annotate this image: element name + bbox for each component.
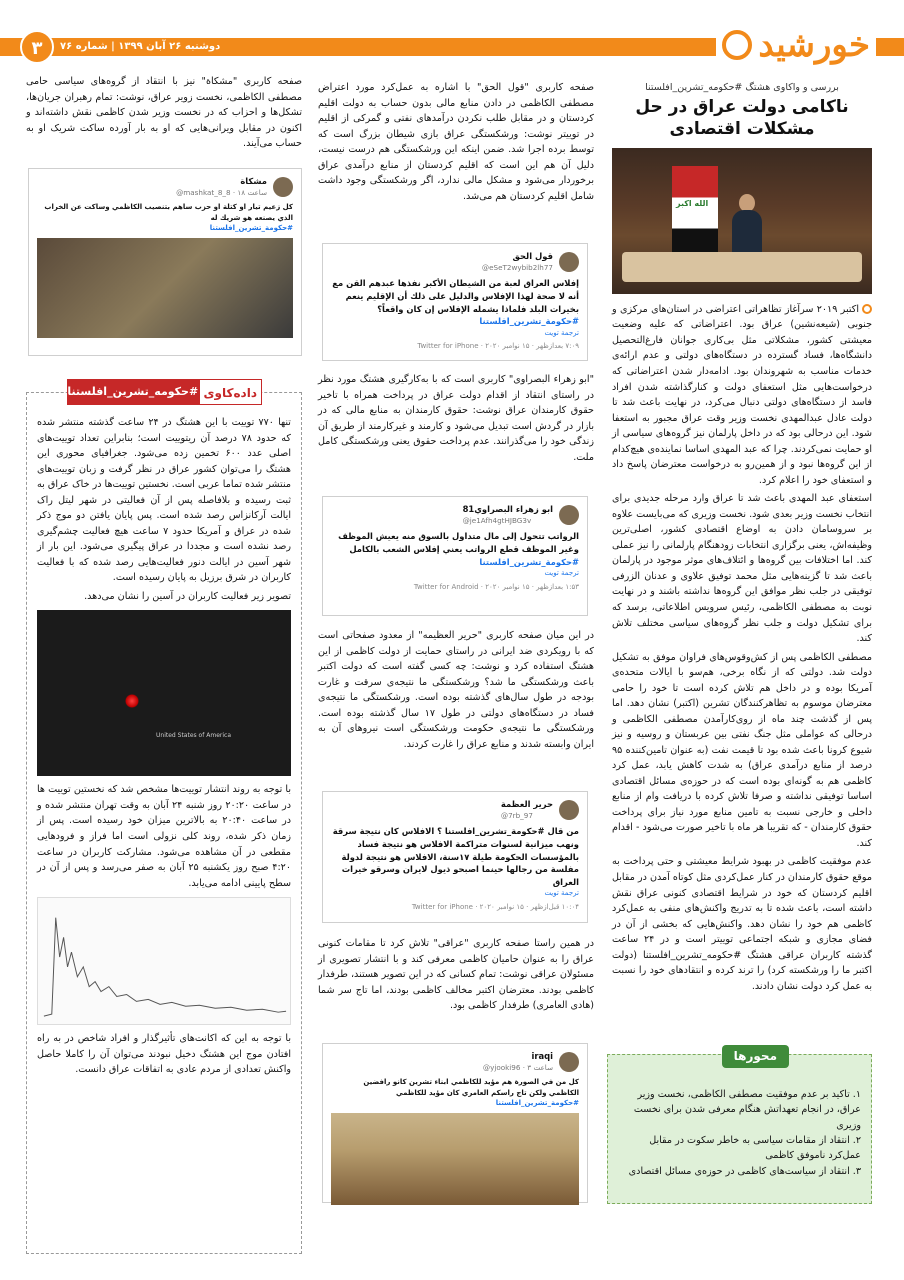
tweet-card — [322, 1043, 588, 1203]
article-paragraph: صفحه کاربری "مشکاة" نیز با انتقاد از گروه‌های سیاسی حامی مصطفی الکاظمی، نخست زویر عراق، نوشت: تمام رهبران جریان‌ها، تشکل‌ها و احزاب که در نخست وزیر شدن کاظمی نقش داشته‌اند و اکنون در مقابل ویرانی‌هایی که او به بار آورده ساکت شریک او به حساب می‌آیند. — [26, 76, 302, 150]
avatar — [559, 1052, 579, 1072]
protest-photo — [37, 238, 293, 338]
tweet-hashtag[interactable]: #حكومة_تشرين_افلستنا — [209, 224, 293, 233]
data-brand: داده‌کاوی — [199, 379, 262, 405]
activity-map — [37, 610, 291, 776]
data-paragraph: با توجه به روند انتشار توییت‌ها مشخص شد که نخستین توییت ها در ساعت ۲۰:۲۰ روز شنبه ۲۴ آبان به وقت تهران منتشر شده و در ساعت ۲۰:۴۰ به بالاترین میزان خود رسیده است. پس از زمان ذکر شده، روند کلی نزولی است اما فراز و فرودهایی مقطعی در آن مشاهده می‌شود. مشارکت کاربران در ساعت ۴:۲۰ صبح روز یکشنبه ۲۵ آبان به صفر می‌رسد و پس از آن در سطح پایینی ادامه می‌یابد. — [37, 784, 291, 889]
meeting-photo — [612, 148, 872, 294]
tweet-author: ابو زهراء البصراوي81 — [462, 504, 553, 514]
article-paragraph: صفحه کاربری "قول الحق" با اشاره به عمل‌کرد مورد اعتراض مصطفی الکاظمی در دادن منابع مالی بدون حساب به دولت اقلیم کردستان و در مقابل طلب نکردن درآمدهای نفتی و گمرکی از اقلیم در توییتر نوشت: ورشکستگی عراق بازی شیطان بزرگ است که توسط برده‌ اجرا شد. ضمن اینکه این ورشکستگی هم درست نیست، دلیل آن هم این است که اقلیم کردستان از منابع درآمدی عراق برخوردار می‌شود و مشکل مالی ندارد، اگر ورشکستگی وجود داشت شامل اقلیم کردستان هم می‌شد. — [318, 82, 594, 202]
tweet-text: كل من في الصورة هم مؤيد للكاظمي ابناء تشرين كانو رافضين الكاظمي ولكن تاج راسكم العامري كان مؤيد للكاظمي — [363, 1078, 579, 1097]
tweet-author: iraqi — [531, 1051, 553, 1061]
tweet-text: الرواتب تتحول إلى مال متداول بالسوق منه يعيش الموظف وغير الموظف قطع الرواتب يعني إفلاس الشعب بالكامل — [338, 531, 579, 555]
tweet-author: قول الحق — [512, 251, 553, 261]
avatar — [559, 800, 579, 820]
tweet-author: حرير العظمة — [500, 799, 553, 809]
tweet-handle: @mashkat_8_8 · ۱۸ ساعت — [176, 187, 267, 197]
tweet-card — [322, 791, 588, 923]
newspaper-logo — [716, 20, 876, 70]
data-analysis-title — [67, 379, 262, 405]
key-points-title: محورها — [722, 1045, 789, 1068]
translate-link[interactable]: ترجمة تويت — [544, 569, 579, 578]
tweet-hashtag[interactable]: #حكومة_تشرين_افلستنا — [479, 316, 579, 327]
tweet-text: كل زعيم تيار او كتلة او حزب ساهم بتنصيب الكاظمي وساكت عن الخراب الذي يصنعه هو شريك له — [44, 203, 293, 222]
data-paragraph: با توجه به این که اکانت‌های تأثیرگذار و افراد شاخص در به راه افتادن موج این هشتگ دخیل نبودند می‌توان آن را کاملا حاصل واکنش تعدادی از مردم عادی به اتفاقات عراق دانست. — [37, 1033, 291, 1076]
middle-column-cont — [318, 372, 594, 468]
key-point: ۱. تاکید بر عدم موفقیت مصطفی الکاظمی، نخست وزیر عراق، در انجام تعهداتش هنگام معرفی شدن برای نخست وزیری — [633, 1089, 861, 1131]
article-paragraph: عدم موفقیت کاظمی در بهبود شرایط معیشتی و حتی پرداخت به موقع حقوق کارمندان در کنار عمل‌کردی مثل کوتاه آمدن در مقابل اقلیم کردستان که خود در شرایط اقتصادی کنونی عراق نقش داشته است، باعث شده تا به تدریج واکنش‌های منفی به عمل‌کرد کاظمی هم خود را نشان دهد. واکنش‌هایی که بخشی از آن در فضای مجازی و شبکه اجتماعی توییتر است و در ۲۴ ساعت گذشته کاربران عراقی هشتگ #حکومه_تشرین_افلستنا (دولت اکتبر ما را ورشکسته کرد) را ترند کرده و انتقادهای خود را نسبت به عمل کرد دولت نشان دادند. — [612, 856, 873, 992]
data-text — [37, 415, 291, 1081]
page-header — [0, 20, 904, 70]
sun-bullet-icon — [862, 304, 872, 314]
tweet-author: مشكاة — [240, 176, 267, 186]
article-paragraph: استعفای عبد المهدی باعث شد تا عراق وارد مرحله جدیدی برای انتخاب نخست وزیر بعدی شود. نخست وزیری که می‌بایست علاوه بر سروسامان دادن به اوضاع اقتصادی کشور، اصلی‌ترین وظیفه‌اش، یعنی برگزاری انتخابات زودهنگام پارلمانی را نیز عملی کند. اما اختلافات بین گروه‌ها و ائتلاف‌های موثر موجود در پارلمان باعث شد تا گزینه‌هایی مثل محمد توفیق علاوی و عدنان الزرفی توفیقی در جلب نظر موافق این گروه‌ها نداشته باشند و در نهایت نوبت به مصطفی الکاظمی، رئیس سرویس اطلاعاتی، برسد که برای تشکیل دولت و جلب نظر گروه‌های سیاسی مختلف تلاش کند. — [612, 493, 872, 645]
tweet-hashtag[interactable]: #حكومة_تشرين_افلستنا — [479, 556, 579, 567]
tweet-meta: ۱:۵۳ بعدازظهر · ۱۵ نوامبر ۲۰۲۰ · Twitter for Android — [413, 582, 579, 591]
iraq-flag — [672, 166, 718, 261]
article-paragraph: "ابو زهراء البصراوی" کاربری است که با به‌کارگیری هشتگ مورد نظر در راستای انتقاد از اقدام دولت عراق در پرداخت همراه با تاخیر حقوق کارمندان عراق نوشت: حقوق کارمندان به منابع مالی که در بازار در گردش است تبدیل می‌شود و کارمند و غیرکارمند از طریق آن زندگی خود را می‌گذرانند. عدم پرداخت حقوق یعنی ورشکستگی کامل ملت. — [318, 374, 594, 463]
key-points-box — [607, 1049, 872, 1204]
tweet-handle: @7rb_97 — [500, 810, 533, 820]
data-analysis-box — [26, 385, 302, 1254]
article-kicker: بررسی و واکاوی هشتگ #حکومه_تشرین_افلستنا — [645, 82, 839, 93]
data-hashtag: #حکومه_تشرین_افلستنا — [67, 379, 199, 405]
left-column — [26, 74, 302, 155]
logo-text: خورشید — [758, 25, 870, 65]
middle-column-cont — [318, 936, 594, 1017]
article-paragraph: مصطفی الکاظمی پس از کش‌وقوس‌های فراوان موفق به تشکیل دولت شد. دولتی که از نگاه برخی، هم‌سو با ایالات متحده‌ی آمریکا بوده و در داخل هم تلاش کرده است تا خود را حامی معترضان موسوم به تظاهرکنندگان تشرین (اکتبر) نشان دهد. اما پس از گذشت چند ماه از روی‌کارآمدن مصطفی الکاظمی و درحالی که عواملی مثل جنگ نفتی بین عربستان و روسیه و نیز شیوع کرونا باعث شده بود تا قیمت نفت (به عنوان تامین‌کننده ۹۵ درصد از منابع درآمدی عراق) به شدت کاهش یابد، عمل کرد کاظمی هم به گونه‌ای بوده است که در حوزه‌ی مسائل اقتصادی اساسا توفیقی نداشته و صرفا تلاش کرده با دریافت وام از منابع داخلی و خارجی نسبت به تامین منابع مورد نیاز برای پرداخت حقوق کارمندان - که تقریبا هر ماه با تاخیر صورت می‌شود - اقدام کند. — [612, 651, 872, 849]
issue-info: دوشنبه ۲۶ آبان ۱۳۹۹ | شماره ۷۶ — [60, 41, 221, 52]
flag-text: الله اكبر — [676, 198, 709, 208]
map-label: United States of America — [156, 731, 231, 739]
tweet-meta: ۷:۰۹ بعدازظهر · ۱۵ نوامبر ۲۰۲۰ · Twitter for iPhone — [417, 342, 579, 351]
tweet-handle: @yjooki96 · ۳ ساعت — [482, 1062, 553, 1072]
middle-column — [318, 80, 594, 207]
translate-link[interactable]: ترجمة تويت — [544, 889, 579, 898]
tweet-text: إفلاس العراق لعبة من الشيطان الأكبر نفذها عبدهم القن مع أنه لا صحة لهذا الإفلاس والدليل على ذلك أن الإقليم ينعم بخيرات البلد فلماذا يشمله الإفلاس إن كان واقعاً؟ — [332, 278, 579, 314]
page-number: ۳ — [20, 30, 54, 64]
avatar — [559, 505, 579, 525]
tweet-timeline-graph — [37, 897, 291, 1025]
tweet-handle: @je1Afh4gtHJBG3v — [462, 515, 532, 525]
avatar — [559, 252, 579, 272]
timeline-svg — [38, 898, 290, 1024]
data-paragraph: تنها ۷۷۰ توییت با این هشتگ در ۲۴ ساعت گذشته منتشر شده که حدود ۷۸ درصد آن ریتوییت است؛ بنابراین تعداد توییت‌های اصلی عدد ۶۰۰ تخمین زده می‌شود. جغرافیای محوری این هشتگ را می‌توان کشور عراق در نظر گرفت و زبان توییت‌های منتشر شده تماما عربی است. نخستین توییت‌ها در خاک عراق به ثبت رسیده و بلافاصله پس از آن فعالیتی در شهر لیتل راک ایالت آرکانزاس رصد شده است. پس پایان یافتن دو موج ذکر شده در عراق و آمریکا حدود ۷ ساعت هیچ فعالیت چشم‌گیری رصد نشده است و مجددا در عراق پیگیری می‌شود. این بار از شهر آسین در ایالت دنور فعالیت‌هایی رصد شده که با فعالیت کاربران در شرق برزیل به پایان رسیده است. — [37, 417, 291, 584]
tweet-handle: @eSeT2wybib2lh77 — [481, 262, 553, 272]
tweet-text: من قال #حكومة_تشرين_افلستنا ؟ الافلاس كان نتيجة سرقة ونهب ميزانية لسنوات متراكمة الافلاس هو نتيجة فساد بالمؤسسات الحكومة طيلة ١٧سنة، الافلاس هو نتيجة لدولة مفلسة من رجالها حينما اصبحو ذيول لايران وسرقو خيرات العراق — [332, 826, 579, 887]
key-point: ۲. انتقاد از مقامات سیاسی به خاطر سکوت در مقابل عمل‌کرد ناموفق کاظمی — [649, 1135, 861, 1162]
meeting-table — [622, 252, 862, 282]
officials-photo — [331, 1113, 579, 1205]
activity-hotspot — [125, 694, 139, 708]
tweet-card — [28, 168, 302, 356]
main-article-column — [612, 80, 872, 997]
sun-icon — [722, 30, 752, 60]
article-paragraph: در این میان صفحه کاربری "حریر العظیمه" از معدود صفحاتی است که با رویکردی ضد ایرانی در راستای حمایت از دولت کاظمی از این هشتگ استفاده کرد و نوشت: چه کسی گفته است که دولت اکتبر باعث ورشکستگی ما شد؟ ورشکستگی ما نتیجه‌ی سرقت و غارت بودجه در طول سال‌های گذشته بوده است. ورشکستگی ما نتیجه‌ی فساد در دستگاه‌های دولتی در طول ۱۷ سال گذشته بوده است. ورشکستگی ما نتیجه‌ی حکومت ورشکستگی است نیروهای آن به ایران وابسته شدند و منابع عراق را غارت کردند. — [318, 630, 594, 750]
article-headline: ناکامی دولت عراق در حل مشکلات اقتصادی — [635, 97, 849, 139]
tweet-hashtag[interactable]: #حكومة_تشرين_افلستنا — [495, 1099, 579, 1108]
timeline-line — [44, 918, 286, 1016]
avatar — [273, 177, 293, 197]
tweet-meta: ۱۰:۰۴ قبل‌ازظهر · ۱۵ نوامبر ۲۰۲۰ · Twitter for iPhone — [411, 902, 579, 911]
tweet-card — [322, 243, 588, 361]
tweet-card — [322, 496, 588, 616]
data-paragraph: تصویر زیر فعالیت کاربران در آسین را نشان می‌دهد. — [84, 590, 291, 602]
translate-link[interactable]: ترجمة تويت — [544, 328, 579, 337]
article-paragraph: در همین راستا صفحه کاربری "عراقی" تلاش کرد تا مقامات کنونی عراق را به عنوان حامیان کاظمی معرفی کند و با انتشار تصویری از مسئولان عراقی نوشت: تمام کسانی که در این تصویر هستند، طرفدار کاظمی بودند. معترضان اکتبر مخالف کاظمی بودند، اما تاج سر شما (هادی العامری) طرفدار کاظمی بود. — [318, 938, 594, 1012]
key-point: ۳. انتقاد از سیاست‌های کاظمی در حوزه‌ی مسائل اقتصادی — [628, 1165, 861, 1177]
middle-column-cont — [318, 628, 594, 755]
person-figure — [732, 210, 762, 256]
article-paragraph: اکتبر ۲۰۱۹ سرآغاز تظاهراتی اعتراضی در استان‌های مرکزی و جنوبی (شیعه‌نشین) عراق بود. اعتراضاتی که علیه وضعیت معیشتی کشور، مشکلاتی مثل بی‌کاری جوانان فارغ‌التحصیل دانشگاه‌ها، فساد گسترده در دستگاه‌های دولتی و عدم ارائه‌ی خدمات مناسب به شهروندان بود. ادامه‌دار شدن اعتراضاتی که درخواست‌هایی مثل استعفای دولت و کنارگذاشته شدن افراد فاسد از دستگاه‌های دولتی دنبال می‌کرد، در نهایت باعث شد تا دولت عادل عبدالمهدی نخست وزیر وقت عراق مجبور به استعفا شود. این درحالی بود که در داخل پارلمان نیز گروه‌های سیاسی از او حمایت نمی‌کردند. چرا که عبد المهدی اساسا نماینده‌ی هیچ‌کدام از این گروه‌ها نبود و از همین‌رو به درخواست معترضان پاسخ داد و استعفای خود را اعلام کرد. — [612, 303, 872, 486]
